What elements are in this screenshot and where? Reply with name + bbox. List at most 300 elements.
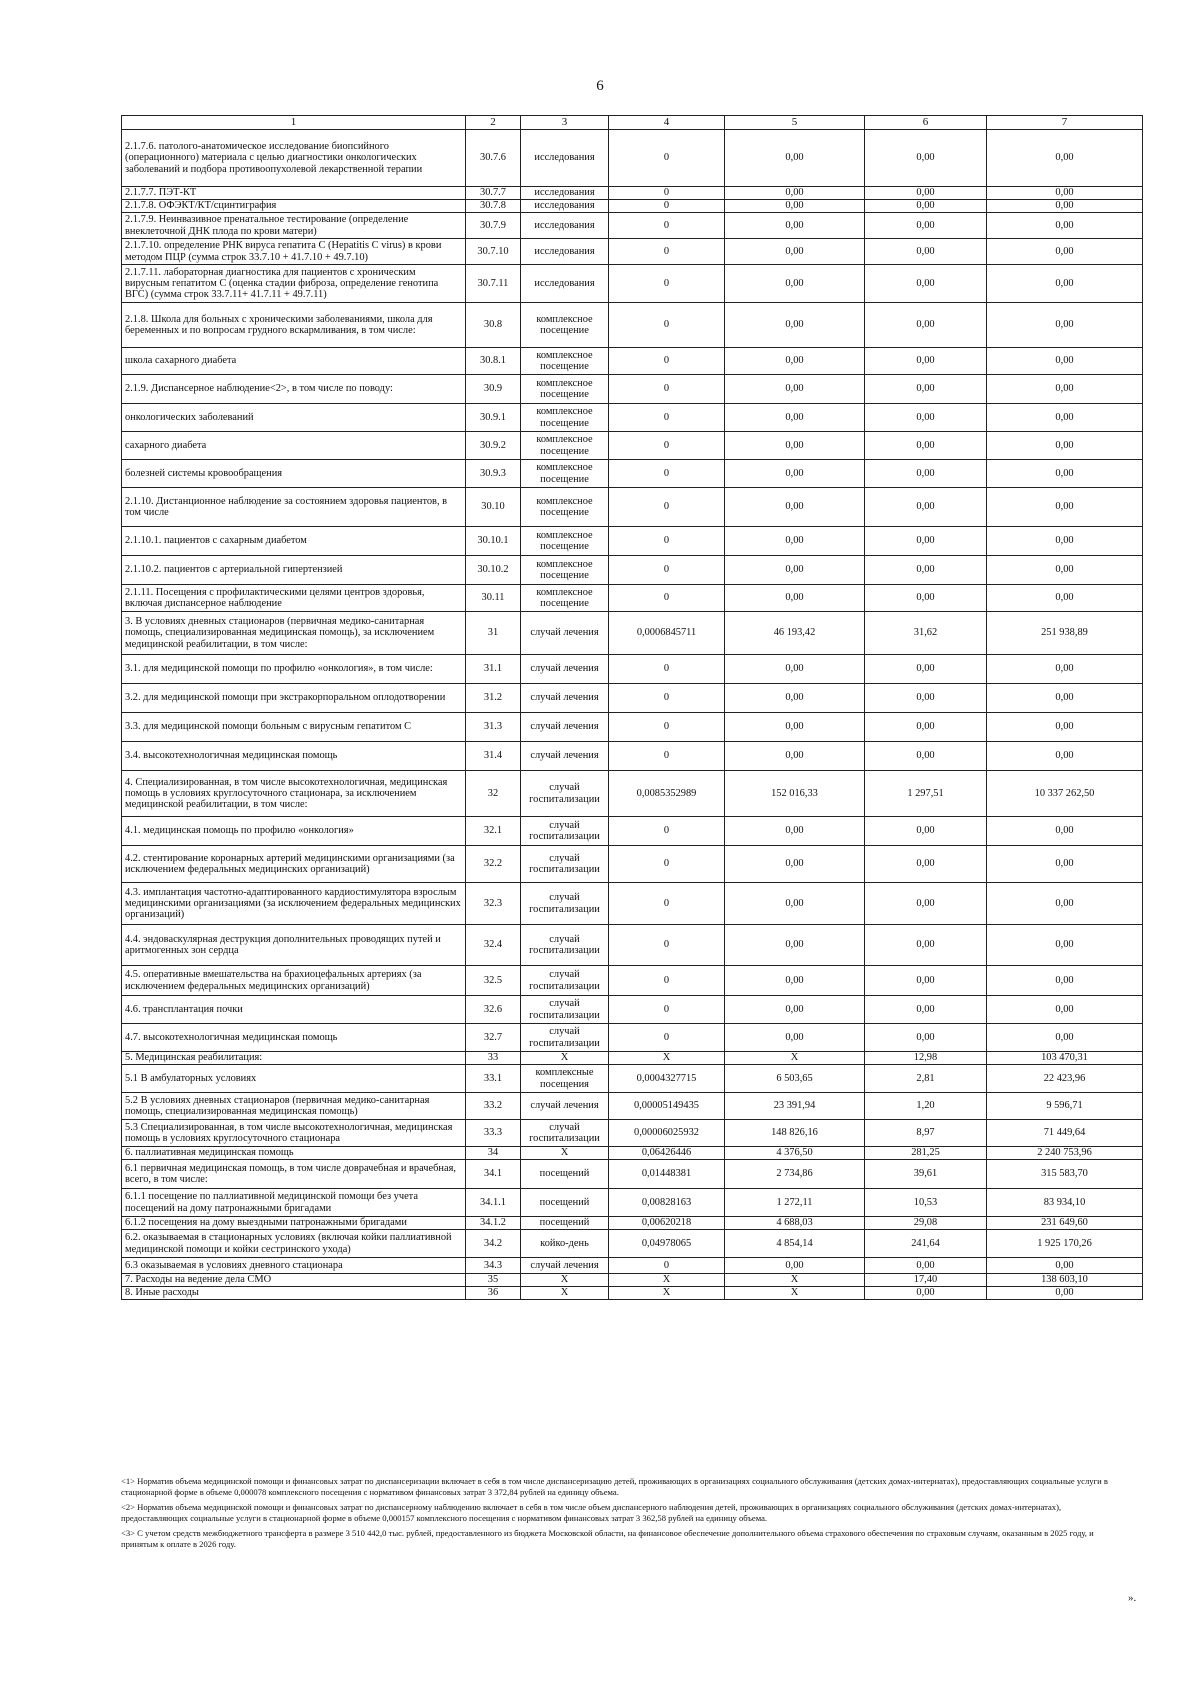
table-cell-col-4: 0,00828163 xyxy=(609,1189,725,1217)
table-cell-col-3: случай госпитализации xyxy=(521,925,609,966)
table-cell-col-3: X xyxy=(521,1147,609,1160)
table-cell-col-2: 31.4 xyxy=(466,742,521,771)
table-row xyxy=(122,488,1143,527)
table-cell-col-2: 32 xyxy=(466,771,521,817)
table-cell-col-4: 0 xyxy=(609,488,725,527)
table-cell-col-4: 0 xyxy=(609,265,725,303)
table-cell-col-4: 0,00006025932 xyxy=(609,1120,725,1147)
table-cell-col-3: X xyxy=(521,1287,609,1300)
table-cell-col-3: исследования xyxy=(521,200,609,213)
table-cell-col-4: 0 xyxy=(609,846,725,883)
table-cell-col-1: 2.1.10. Дистанционное наблюдение за состоянием здоровья пациентов, в том числе xyxy=(122,488,466,527)
column-header-3: 3 xyxy=(521,116,609,130)
table-cell-col-3: случай лечения xyxy=(521,655,609,684)
table-cell-col-3: комплексное посещение xyxy=(521,303,609,348)
table-cell-col-6: 0,00 xyxy=(865,883,987,925)
table-cell-col-1: 2.1.8. Школа для больных с хроническими заболеваниями, школа для беременных и по вопросам грудного вскармливания, в том числе: xyxy=(122,303,466,348)
table-cell-col-4: 0 xyxy=(609,348,725,375)
table-row xyxy=(122,200,1143,213)
table-cell-col-6: 241,64 xyxy=(865,1230,987,1258)
table-row xyxy=(122,1160,1143,1189)
table-row xyxy=(122,1230,1143,1258)
table-cell-col-6: 0,00 xyxy=(865,527,987,556)
table-cell-col-5: 4 688,03 xyxy=(725,1217,865,1230)
table-row xyxy=(122,817,1143,846)
table-cell-col-7: 0,00 xyxy=(987,817,1143,846)
table-cell-col-4: X xyxy=(609,1287,725,1300)
table-row xyxy=(122,375,1143,404)
table-cell-col-2: 32.7 xyxy=(466,1024,521,1052)
table-cell-col-3: случай госпитализации xyxy=(521,846,609,883)
table-cell-col-2: 30.9.2 xyxy=(466,432,521,460)
table-cell-col-3: X xyxy=(521,1274,609,1287)
table-cell-col-1: 6. паллиативная медицинская помощь xyxy=(122,1147,466,1160)
table-cell-col-5: 0,00 xyxy=(725,200,865,213)
table-cell-col-6: 0,00 xyxy=(865,213,987,239)
table-cell-col-2: 33.1 xyxy=(466,1065,521,1093)
table-cell-col-7: 0,00 xyxy=(987,527,1143,556)
table-cell-col-3: случай лечения xyxy=(521,1093,609,1120)
table-row xyxy=(122,527,1143,556)
table-cell-col-7: 231 649,60 xyxy=(987,1217,1143,1230)
table-cell-col-2: 32.1 xyxy=(466,817,521,846)
table-cell-col-6: 0,00 xyxy=(865,404,987,432)
table-cell-col-5: 0,00 xyxy=(725,375,865,404)
table-cell-col-2: 31.2 xyxy=(466,684,521,713)
table-cell-col-1: 4.4. эндоваскулярная деструкция дополнительных проводящих путей и аритмогенных зон сердца xyxy=(122,925,466,966)
table-row xyxy=(122,1052,1143,1065)
table-cell-col-7: 22 423,96 xyxy=(987,1065,1143,1093)
table-cell-col-5: 0,00 xyxy=(725,966,865,996)
table-cell-col-1: 4. Специализированная, в том числе высокотехнологичная, медицинская помощь в условиях круглосуточного стационара, за исключением медицинской реабилитации, в том числе: xyxy=(122,771,466,817)
table-cell-col-2: 30.9.1 xyxy=(466,404,521,432)
table-cell-col-2: 30.7.10 xyxy=(466,239,521,265)
table-row xyxy=(122,925,1143,966)
table-cell-col-3: случай госпитализации xyxy=(521,996,609,1024)
table-cell-col-5: X xyxy=(725,1274,865,1287)
table-cell-col-6: 39,61 xyxy=(865,1160,987,1189)
table-cell-col-2: 30.10.2 xyxy=(466,556,521,585)
table-cell-col-1: 2.1.11. Посещения с профилактическими целями центров здоровья, включая диспансерное наблюдение xyxy=(122,585,466,612)
table-cell-col-7: 0,00 xyxy=(987,925,1143,966)
table-cell-col-6: 0,00 xyxy=(865,713,987,742)
table-cell-col-7: 0,00 xyxy=(987,213,1143,239)
table-cell-col-7: 9 596,71 xyxy=(987,1093,1143,1120)
table-cell-col-4: 0 xyxy=(609,684,725,713)
table-row xyxy=(122,348,1143,375)
table-cell-col-4: 0 xyxy=(609,404,725,432)
table-cell-col-4: 0 xyxy=(609,556,725,585)
table-cell-col-7: 0,00 xyxy=(987,404,1143,432)
table-cell-col-3: посещений xyxy=(521,1160,609,1189)
footnotes xyxy=(121,1476,1121,1554)
table-cell-col-6: 29,08 xyxy=(865,1217,987,1230)
table-cell-col-4: 0,06426446 xyxy=(609,1147,725,1160)
table-cell-col-1: болезней системы кровообращения xyxy=(122,460,466,488)
table-cell-col-5: 0,00 xyxy=(725,655,865,684)
table-row xyxy=(122,771,1143,817)
table-cell-col-5: 0,00 xyxy=(725,846,865,883)
table-cell-col-4: X xyxy=(609,1274,725,1287)
table-cell-col-4: 0 xyxy=(609,527,725,556)
table-cell-col-5: 0,00 xyxy=(725,265,865,303)
table-cell-col-2: 30.9 xyxy=(466,375,521,404)
table-cell-col-1: 5.2 В условиях дневных стационаров (первичная медико-санитарная помощь, специализированная медицинская помощь) xyxy=(122,1093,466,1120)
table-cell-col-4: 0,0006845711 xyxy=(609,612,725,655)
table-cell-col-2: 36 xyxy=(466,1287,521,1300)
table-cell-col-2: 34.1 xyxy=(466,1160,521,1189)
footnote-1: <1> Норматив объема медицинской помощи и финансовых затрат по диспансеризации включает в себя в том числе диспансеризацию детей, проживающих в организациях социального обслуживания (детских домах-интернатах), предоставляющих социальные услуги в стационарной форме в объеме 0,000078 комплексного посещения с нормативом финансовых затрат 3 372,84 рублей на единицу объема. xyxy=(121,1476,1108,1497)
column-header-5: 5 xyxy=(725,116,865,130)
table-cell-col-6: 0,00 xyxy=(865,585,987,612)
table-cell-col-4: 0,00620218 xyxy=(609,1217,725,1230)
table-row xyxy=(122,460,1143,488)
table-cell-col-6: 2,81 xyxy=(865,1065,987,1093)
table-cell-col-6: 10,53 xyxy=(865,1189,987,1217)
table-cell-col-1: 3.3. для медицинской помощи больным с вирусным гепатитом С xyxy=(122,713,466,742)
table-cell-col-4: 0 xyxy=(609,1258,725,1274)
table-cell-col-1: 2.1.7.11. лабораторная диагностика для пациентов с хроническим вирусным гепатитом С (оценка стадии фиброза, определение генотипа ВГС) (сумма строк 33.7.11+ 41.7.11 + 49.7.11) xyxy=(122,265,466,303)
table-cell-col-1: 6.2. оказываемая в стационарных условиях (включая койки паллиативной медицинской помощи и койки сестринского ухода) xyxy=(122,1230,466,1258)
table-cell-col-5: 1 272,11 xyxy=(725,1189,865,1217)
table-cell-col-3: комплексное посещение xyxy=(521,375,609,404)
table-cell-col-1: 8. Иные расходы xyxy=(122,1287,466,1300)
table-row xyxy=(122,1258,1143,1274)
table-row xyxy=(122,213,1143,239)
table-cell-col-6: 0,00 xyxy=(865,303,987,348)
table-cell-col-5: 0,00 xyxy=(725,742,865,771)
table-cell-col-5: 4 376,50 xyxy=(725,1147,865,1160)
table-cell-col-3: случай лечения xyxy=(521,713,609,742)
table-cell-col-1: 5.3 Специализированная, в том числе высокотехнологичная, медицинская помощь в условиях круглосуточного стационара xyxy=(122,1120,466,1147)
table-cell-col-6: 0,00 xyxy=(865,1287,987,1300)
table-cell-col-6: 0,00 xyxy=(865,1258,987,1274)
table-cell-col-6: 0,00 xyxy=(865,684,987,713)
table-cell-col-6: 1,20 xyxy=(865,1093,987,1120)
table-cell-col-4: 0 xyxy=(609,585,725,612)
table-cell-col-6: 281,25 xyxy=(865,1147,987,1160)
table-row xyxy=(122,1120,1143,1147)
table-row xyxy=(122,1189,1143,1217)
table-cell-col-6: 0,00 xyxy=(865,488,987,527)
table-cell-col-2: 30.8.1 xyxy=(466,348,521,375)
table-cell-col-2: 30.10.1 xyxy=(466,527,521,556)
closing-quote: ». xyxy=(1128,1592,1137,1604)
norms-table xyxy=(121,115,1143,1300)
table-cell-col-7: 0,00 xyxy=(987,375,1143,404)
table-cell-col-4: 0 xyxy=(609,925,725,966)
table-cell-col-4: 0 xyxy=(609,187,725,200)
table-cell-col-1: 7. Расходы на ведение дела СМО xyxy=(122,1274,466,1287)
table-cell-col-7: 83 934,10 xyxy=(987,1189,1143,1217)
table-cell-col-3: случай лечения xyxy=(521,684,609,713)
table-cell-col-5: 0,00 xyxy=(725,404,865,432)
table-cell-col-7: 0,00 xyxy=(987,966,1143,996)
table-cell-col-5: 0,00 xyxy=(725,817,865,846)
table-cell-col-3: исследования xyxy=(521,239,609,265)
table-cell-col-2: 34.2 xyxy=(466,1230,521,1258)
table-cell-col-1: 4.1. медицинская помощь по профилю «онкология» xyxy=(122,817,466,846)
table-cell-col-6: 0,00 xyxy=(865,187,987,200)
table-cell-col-2: 30.8 xyxy=(466,303,521,348)
table-row xyxy=(122,585,1143,612)
table-cell-col-5: 0,00 xyxy=(725,213,865,239)
table-cell-col-2: 32.6 xyxy=(466,996,521,1024)
table-cell-col-6: 0,00 xyxy=(865,460,987,488)
table-cell-col-7: 0,00 xyxy=(987,432,1143,460)
table-cell-col-2: 35 xyxy=(466,1274,521,1287)
table-row xyxy=(122,713,1143,742)
table-cell-col-6: 0,00 xyxy=(865,1024,987,1052)
column-header-6: 6 xyxy=(865,116,987,130)
table-cell-col-6: 0,00 xyxy=(865,130,987,187)
header-row xyxy=(122,116,1143,130)
table-cell-col-7: 0,00 xyxy=(987,1024,1143,1052)
table-cell-col-2: 32.2 xyxy=(466,846,521,883)
table-cell-col-4: 0,0004327715 xyxy=(609,1065,725,1093)
table-row xyxy=(122,265,1143,303)
table-cell-col-7: 0,00 xyxy=(987,1287,1143,1300)
table-cell-col-2: 30.7.6 xyxy=(466,130,521,187)
table-cell-col-3: X xyxy=(521,1052,609,1065)
table-cell-col-6: 12,98 xyxy=(865,1052,987,1065)
table-cell-col-6: 0,00 xyxy=(865,375,987,404)
table-cell-col-7: 0,00 xyxy=(987,846,1143,883)
table-cell-col-5: 0,00 xyxy=(725,883,865,925)
table-cell-col-7: 138 603,10 xyxy=(987,1274,1143,1287)
table-cell-col-7: 0,00 xyxy=(987,460,1143,488)
table-cell-col-1: 2.1.7.9. Неинвазивное пренатальное тестирование (определение внеклеточной ДНК плода по крови матери) xyxy=(122,213,466,239)
table-cell-col-1: 6.3 оказываемая в условиях дневного стационара xyxy=(122,1258,466,1274)
table-cell-col-7: 0,00 xyxy=(987,265,1143,303)
table-cell-col-2: 34.3 xyxy=(466,1258,521,1274)
table-cell-col-4: 0 xyxy=(609,213,725,239)
table-cell-col-2: 33.3 xyxy=(466,1120,521,1147)
table-cell-col-3: случай госпитализации xyxy=(521,966,609,996)
table-cell-col-6: 0,00 xyxy=(865,925,987,966)
table-cell-col-1: онкологических заболеваний xyxy=(122,404,466,432)
table-cell-col-3: случай госпитализации xyxy=(521,1120,609,1147)
table-cell-col-5: 0,00 xyxy=(725,527,865,556)
table-cell-col-4: 0 xyxy=(609,200,725,213)
table-cell-col-2: 30.10 xyxy=(466,488,521,527)
table-cell-col-3: исследования xyxy=(521,213,609,239)
table-cell-col-2: 30.7.8 xyxy=(466,200,521,213)
table-cell-col-7: 0,00 xyxy=(987,303,1143,348)
table-cell-col-7: 1 925 170,26 xyxy=(987,1230,1143,1258)
table-row xyxy=(122,612,1143,655)
table-cell-col-6: 0,00 xyxy=(865,265,987,303)
table-cell-col-4: 0,00005149435 xyxy=(609,1093,725,1120)
table-cell-col-2: 33 xyxy=(466,1052,521,1065)
table-cell-col-5: 0,00 xyxy=(725,684,865,713)
table-cell-col-1: школа сахарного диабета xyxy=(122,348,466,375)
table-cell-col-1: 2.1.7.6. патолого-анатомическое исследование биопсийного (операционного) материала с целью диагностики онкологических заболеваний и подбора противоопухолевой лекарственной терапии xyxy=(122,130,466,187)
table-cell-col-3: койко-день xyxy=(521,1230,609,1258)
table-row xyxy=(122,187,1143,200)
table-row xyxy=(122,404,1143,432)
table-row xyxy=(122,1024,1143,1052)
table-cell-col-7: 0,00 xyxy=(987,883,1143,925)
table-cell-col-6: 0,00 xyxy=(865,996,987,1024)
table-cell-col-4: 0 xyxy=(609,966,725,996)
table-row xyxy=(122,742,1143,771)
table-cell-col-7: 2 240 753,96 xyxy=(987,1147,1143,1160)
table-cell-col-5: 148 826,16 xyxy=(725,1120,865,1147)
table-body xyxy=(122,130,1143,1300)
table-cell-col-6: 0,00 xyxy=(865,200,987,213)
table-row xyxy=(122,432,1143,460)
table-cell-col-6: 0,00 xyxy=(865,655,987,684)
table-row xyxy=(122,1287,1143,1300)
table-cell-col-5: 0,00 xyxy=(725,585,865,612)
table-cell-col-6: 31,62 xyxy=(865,612,987,655)
table-cell-col-2: 31.1 xyxy=(466,655,521,684)
table-cell-col-7: 315 583,70 xyxy=(987,1160,1143,1189)
table-cell-col-2: 32.5 xyxy=(466,966,521,996)
table-cell-col-7: 0,00 xyxy=(987,488,1143,527)
table-cell-col-4: 0 xyxy=(609,432,725,460)
table-cell-col-4: 0 xyxy=(609,239,725,265)
table-cell-col-5: 152 016,33 xyxy=(725,771,865,817)
table-cell-col-1: 4.3. имплантация частотно-адаптированного кардиостимулятора взрослым медицинскими организациями (за исключением федеральных медицинских организаций) xyxy=(122,883,466,925)
table-cell-col-4: 0 xyxy=(609,817,725,846)
table-cell-col-3: комплексное посещение xyxy=(521,585,609,612)
table-cell-col-1: 3. В условиях дневных стационаров (первичная медико-санитарная помощь, специализированная медицинская помощь), за исключением медицинской реабилитации, в том числе: xyxy=(122,612,466,655)
table-row xyxy=(122,684,1143,713)
column-header-4: 4 xyxy=(609,116,725,130)
table-cell-col-2: 32.3 xyxy=(466,883,521,925)
table-row xyxy=(122,303,1143,348)
table-cell-col-5: 0,00 xyxy=(725,348,865,375)
table-cell-col-4: 0 xyxy=(609,996,725,1024)
table-cell-col-5: 0,00 xyxy=(725,432,865,460)
table-cell-col-4: 0 xyxy=(609,375,725,404)
table-row xyxy=(122,1274,1143,1287)
footnote-3: <3> С учетом средств межбюджетного трансферта в размере 3 510 442,0 тыс. рублей, предоставленного из бюджета Московской области, на финансовое обеспечение дополнительного объема страхового обеспечения по страховым случаям, оказанным в 2025 году, и принятым к оплате в 2026 году. xyxy=(121,1528,1094,1549)
table-cell-col-7: 251 938,89 xyxy=(987,612,1143,655)
table-cell-col-4: 0 xyxy=(609,655,725,684)
table-cell-col-4: 0,0085352989 xyxy=(609,771,725,817)
table-cell-col-1: 4.5. оперативные вмешательства на брахиоцефальных артериях (за исключением федеральных медицинских организаций) xyxy=(122,966,466,996)
table-cell-col-2: 30.7.9 xyxy=(466,213,521,239)
table-cell-col-3: посещений xyxy=(521,1217,609,1230)
table-cell-col-4: 0,01448381 xyxy=(609,1160,725,1189)
table-cell-col-3: случай госпитализации xyxy=(521,817,609,846)
table-cell-col-6: 0,00 xyxy=(865,239,987,265)
table-cell-col-2: 30.7.7 xyxy=(466,187,521,200)
table-cell-col-5: 0,00 xyxy=(725,1024,865,1052)
table-cell-col-4: 0 xyxy=(609,742,725,771)
table-cell-col-3: посещений xyxy=(521,1189,609,1217)
table-cell-col-4: 0 xyxy=(609,460,725,488)
table-cell-col-5: 0,00 xyxy=(725,925,865,966)
table-cell-col-1: 6.1 первичная медицинская помощь, в том числе доврачебная и врачебная, всего, в том числе: xyxy=(122,1160,466,1189)
table-cell-col-2: 32.4 xyxy=(466,925,521,966)
table-cell-col-1: 3.2. для медицинской помощи при экстракорпоральном оплодотворении xyxy=(122,684,466,713)
table-cell-col-7: 0,00 xyxy=(987,996,1143,1024)
table-cell-col-7: 0,00 xyxy=(987,130,1143,187)
table-cell-col-7: 0,00 xyxy=(987,713,1143,742)
table-cell-col-1: 2.1.7.8. ОФЭКТ/КТ/сцинтиграфия xyxy=(122,200,466,213)
table-cell-col-7: 0,00 xyxy=(987,348,1143,375)
table-cell-col-7: 0,00 xyxy=(987,655,1143,684)
table-cell-col-3: случай госпитализации xyxy=(521,771,609,817)
table-cell-col-1: 6.1.2 посещения на дому выездными патронажными бригадами xyxy=(122,1217,466,1230)
table-cell-col-3: исследования xyxy=(521,130,609,187)
table-cell-col-5: 2 734,86 xyxy=(725,1160,865,1189)
table-cell-col-4: 0 xyxy=(609,130,725,187)
table-cell-col-3: исследования xyxy=(521,187,609,200)
table-row xyxy=(122,239,1143,265)
table-cell-col-7: 0,00 xyxy=(987,187,1143,200)
table-row xyxy=(122,655,1143,684)
table-cell-col-7: 0,00 xyxy=(987,239,1143,265)
table-cell-col-6: 0,00 xyxy=(865,432,987,460)
table-cell-col-5: 0,00 xyxy=(725,187,865,200)
table-cell-col-3: исследования xyxy=(521,265,609,303)
column-header-2: 2 xyxy=(466,116,521,130)
table-cell-col-3: комплексное посещение xyxy=(521,432,609,460)
table-cell-col-2: 33.2 xyxy=(466,1093,521,1120)
table-cell-col-3: комплексное посещение xyxy=(521,348,609,375)
table-row xyxy=(122,883,1143,925)
table-cell-col-3: случай лечения xyxy=(521,1258,609,1274)
table-row xyxy=(122,130,1143,187)
table-cell-col-6: 0,00 xyxy=(865,742,987,771)
table-cell-col-5: X xyxy=(725,1287,865,1300)
table-cell-col-5: 0,00 xyxy=(725,556,865,585)
table-cell-col-5: 46 193,42 xyxy=(725,612,865,655)
table-cell-col-5: 0,00 xyxy=(725,1258,865,1274)
table-cell-col-3: комплексное посещение xyxy=(521,527,609,556)
table-row xyxy=(122,556,1143,585)
table-row xyxy=(122,1065,1143,1093)
table-cell-col-7: 10 337 262,50 xyxy=(987,771,1143,817)
table-cell-col-7: 0,00 xyxy=(987,1258,1143,1274)
table-cell-col-7: 0,00 xyxy=(987,742,1143,771)
table-cell-col-3: комплексное посещение xyxy=(521,460,609,488)
table-cell-col-7: 103 470,31 xyxy=(987,1052,1143,1065)
table-cell-col-1: 2.1.9. Диспансерное наблюдение<2>, в том числе по поводу: xyxy=(122,375,466,404)
column-header-7: 7 xyxy=(987,116,1143,130)
table-cell-col-5: 0,00 xyxy=(725,996,865,1024)
table-cell-col-1: 5.1 В амбулаторных условиях xyxy=(122,1065,466,1093)
table-cell-col-1: 2.1.7.7. ПЭТ-КТ xyxy=(122,187,466,200)
table-cell-col-7: 0,00 xyxy=(987,200,1143,213)
table-cell-col-7: 0,00 xyxy=(987,556,1143,585)
table-cell-col-4: X xyxy=(609,1052,725,1065)
table-cell-col-1: 2.1.10.2. пациентов с артериальной гипертензией xyxy=(122,556,466,585)
table-cell-col-3: комплексное посещение xyxy=(521,488,609,527)
table-cell-col-5: 0,00 xyxy=(725,460,865,488)
table-cell-col-3: случай госпитализации xyxy=(521,883,609,925)
table-cell-col-4: 0 xyxy=(609,1024,725,1052)
table-cell-col-4: 0,04978065 xyxy=(609,1230,725,1258)
table-cell-col-1: 4.6. трансплантация почки xyxy=(122,996,466,1024)
table-cell-col-1: сахарного диабета xyxy=(122,432,466,460)
table-cell-col-3: случай госпитализации xyxy=(521,1024,609,1052)
table-cell-col-2: 31.3 xyxy=(466,713,521,742)
table-cell-col-5: 0,00 xyxy=(725,130,865,187)
table-cell-col-4: 0 xyxy=(609,303,725,348)
table-cell-col-6: 0,00 xyxy=(865,348,987,375)
table-cell-col-5: X xyxy=(725,1052,865,1065)
table-cell-col-5: 6 503,65 xyxy=(725,1065,865,1093)
table-cell-col-7: 0,00 xyxy=(987,684,1143,713)
table-cell-col-1: 4.7. высокотехнологичная медицинская помощь xyxy=(122,1024,466,1052)
table-cell-col-3: комплексные посещения xyxy=(521,1065,609,1093)
